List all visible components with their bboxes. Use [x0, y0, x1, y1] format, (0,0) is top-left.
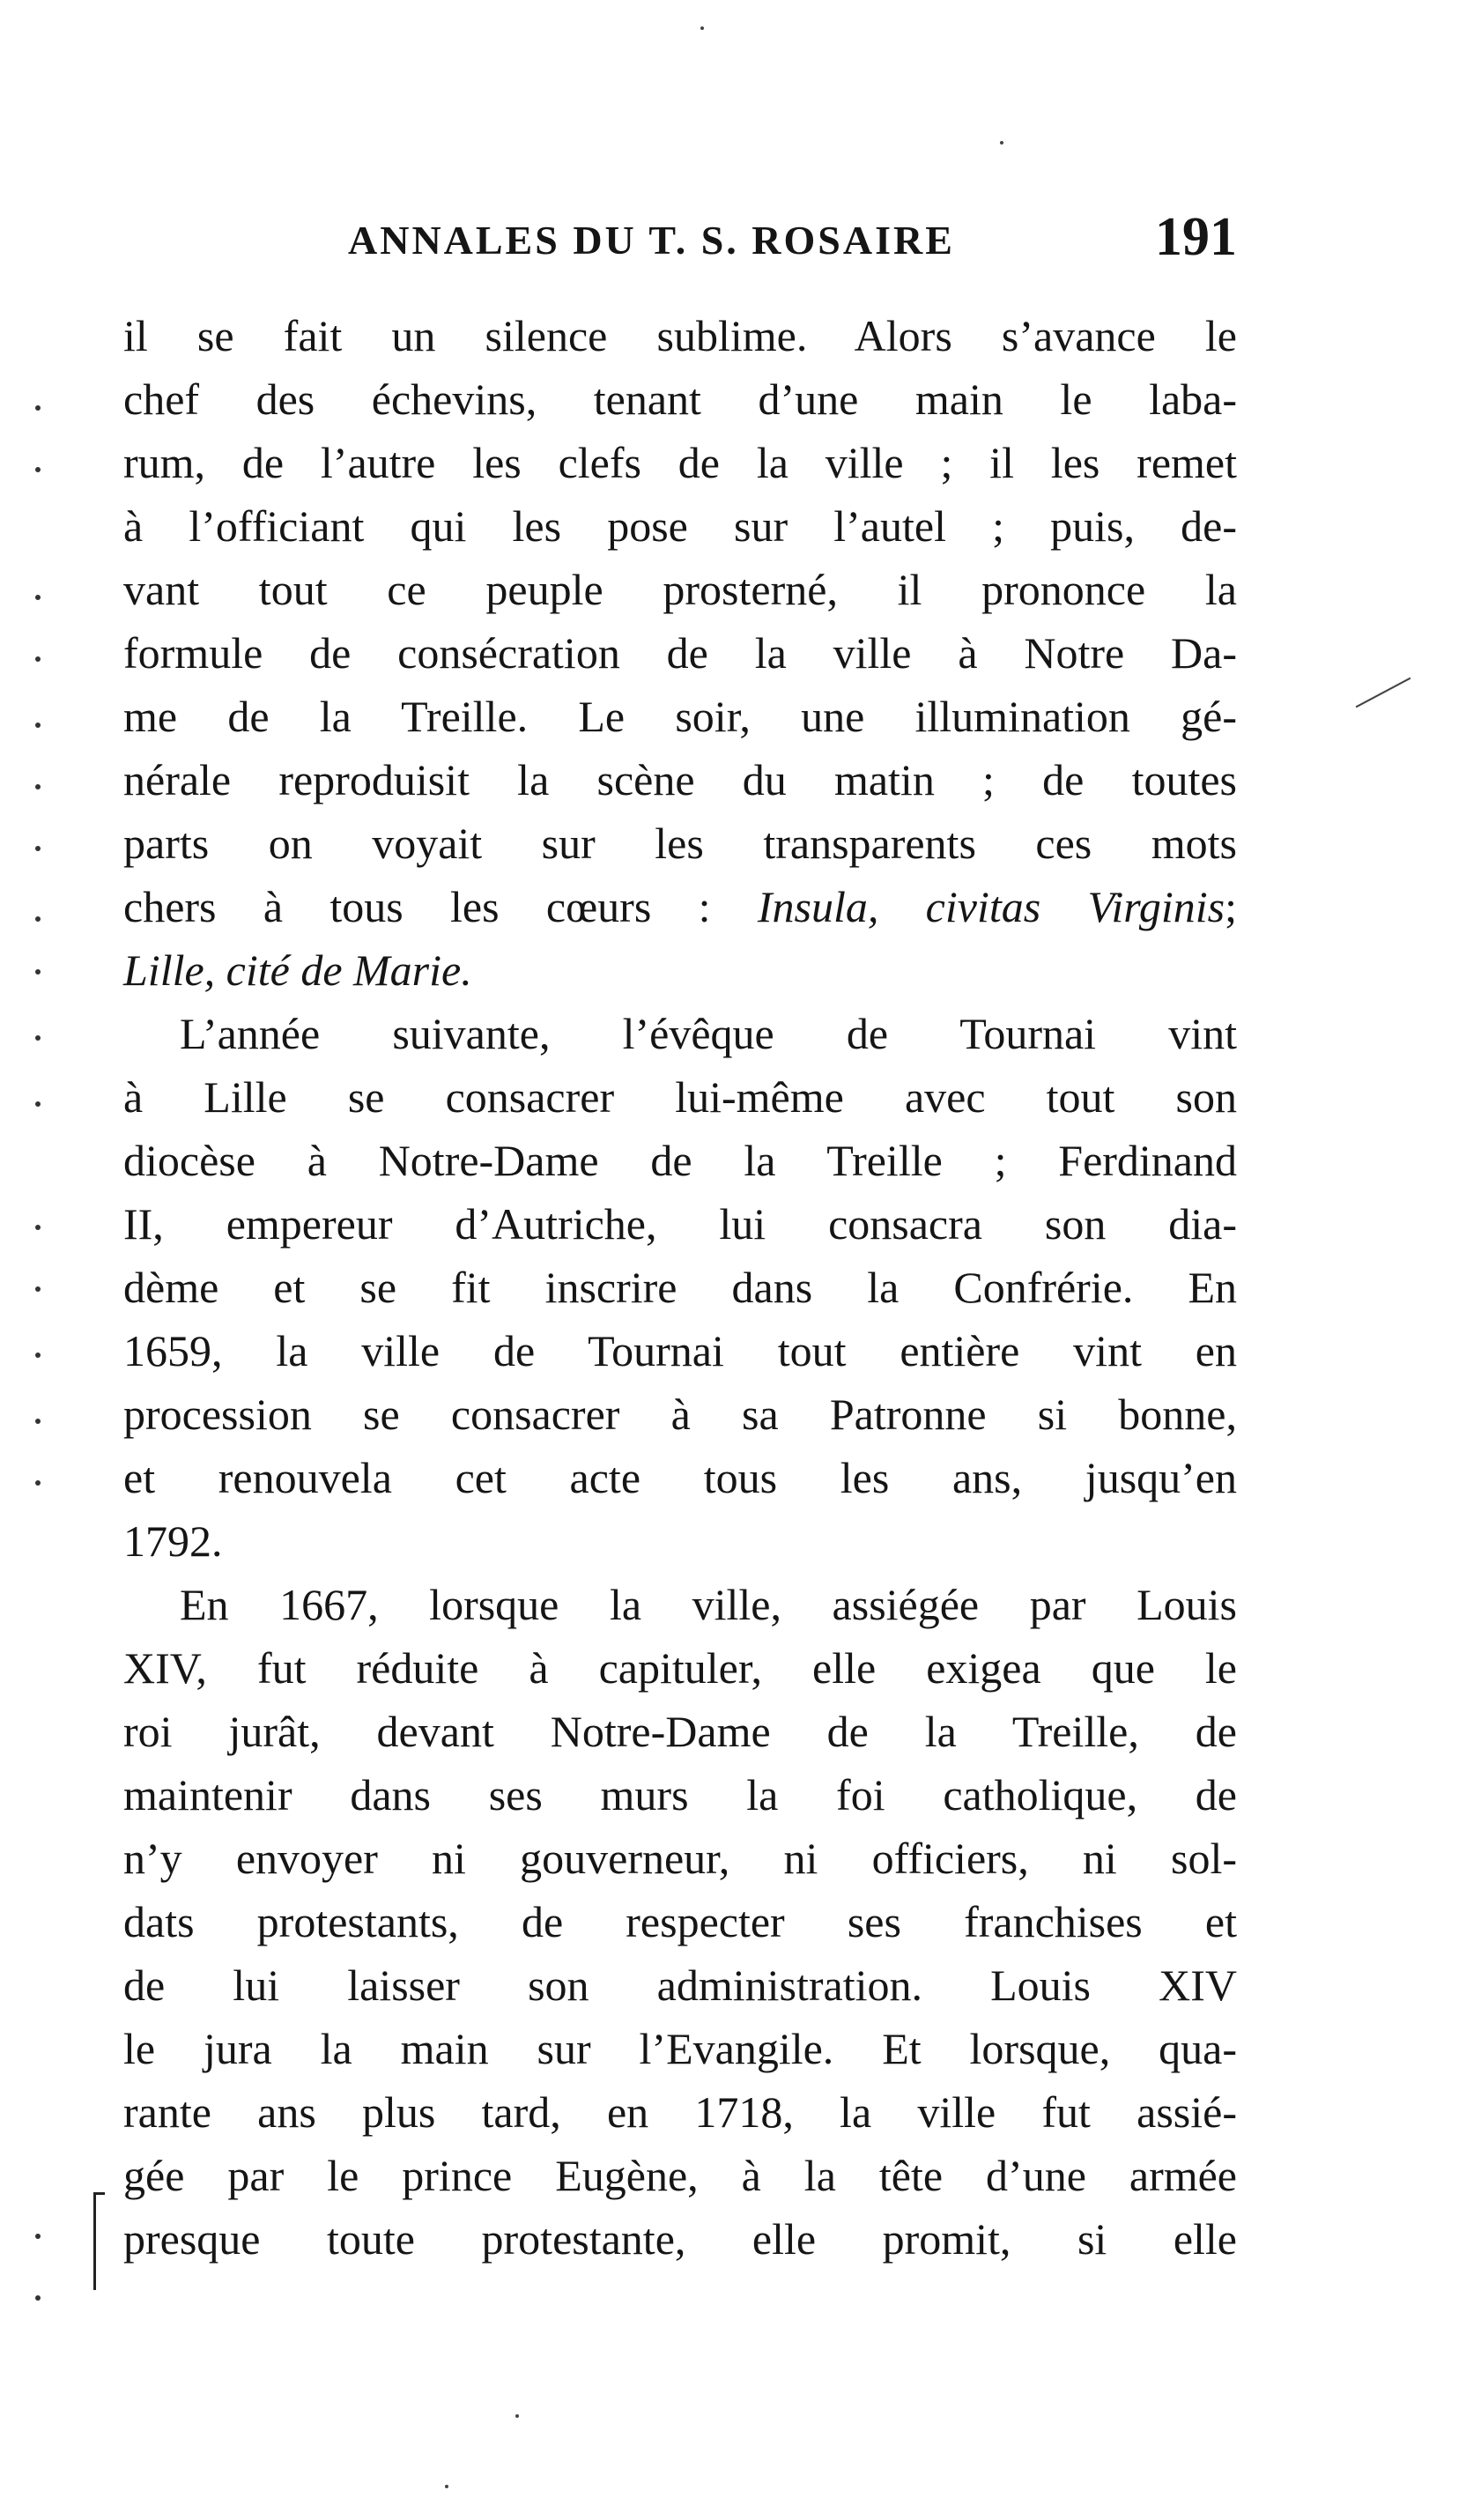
text-line: 1659, la ville de Tournai tout entière vint en [123, 1326, 1237, 1375]
text-line: parts on voyait sur les transparents ces mots [123, 819, 1237, 868]
text-line: à Lille se consacrer lui-même avec tout son [123, 1072, 1237, 1122]
text-line: à l’officiant qui les pose sur l’autel ; puis, de- [123, 501, 1237, 551]
margin-dot [35, 969, 41, 975]
paragraph-1 [123, 304, 1237, 1002]
motto-translation: Lille, cité de Marie. [123, 945, 472, 995]
stray-speck [1000, 141, 1003, 145]
paragraph-3 [123, 1573, 1237, 2271]
text-line: formule de consécration de la ville à Notre Da- [123, 628, 1237, 678]
margin-dot [35, 595, 41, 600]
text-line: il se fait un silence sublime. Alors s’avance le [123, 311, 1237, 360]
text-line: maintenir dans ses murs la foi catholique, de [123, 1770, 1237, 1820]
text-line: L’année suivante, l’évêque de Tournai vint [180, 1009, 1237, 1058]
text-line: gée par le prince Eugène, à la tête d’une armée [123, 2151, 1237, 2200]
text-line: En 1667, lorsque la ville, assiégée par Louis [180, 1580, 1237, 1629]
margin-dot [35, 1353, 41, 1358]
text-run: chers à tous les cœurs : [123, 882, 758, 931]
text-line: presque toute protestante, elle promit, si elle [123, 2214, 1237, 2264]
running-title: ANNALES DU T. S. ROSAIRE [348, 218, 955, 263]
text-line: n’y envoyer ni gouverneur, ni officiers, ni sol- [123, 1834, 1237, 1883]
text-line: rum, de l’autre les clefs de la ville ; il les remet [123, 438, 1237, 487]
text-line: de lui laisser son administration. Louis XIV [123, 1960, 1237, 2010]
text-line: 1792. [123, 1516, 223, 1566]
margin-dot [35, 467, 41, 472]
margin-dot [35, 405, 41, 411]
margin-dot [35, 784, 41, 789]
text-line: roi jurât, devant Notre-Dame de la Treille, de [123, 1707, 1237, 1756]
running-header [123, 207, 1237, 282]
margin-dot [35, 1419, 41, 1424]
margin-dot [35, 1035, 41, 1041]
margin-dot [35, 723, 41, 728]
text-line: vant tout ce peuple prosterné, il prononce la [123, 565, 1237, 614]
text-line: dats protestants, de respecter ses franchises et [123, 1897, 1237, 1946]
text-line [123, 875, 1237, 938]
text-run: ; [1225, 882, 1237, 931]
margin-dot [35, 1286, 41, 1292]
margin-bracket [93, 2192, 105, 2290]
text-line: diocèse à Notre-Dame de la Treille ; Ferdinand [123, 1136, 1237, 1185]
text-line: nérale reproduisit la scène du matin ; de toutes [123, 755, 1237, 804]
stray-pen-mark [1356, 678, 1411, 708]
text-line: II, empereur d’Autriche, lui consacra son dia- [123, 1199, 1237, 1249]
stray-speck [700, 26, 704, 30]
margin-dot [35, 656, 41, 662]
text-line: dème et se fit inscrire dans la Confrérie. En [123, 1263, 1237, 1312]
margin-dot [35, 1480, 41, 1486]
stray-speck [515, 2414, 519, 2418]
margin-dot [35, 846, 41, 851]
body-text [123, 304, 1237, 2271]
text-line: procession se consacrer à sa Patronne si bonne, [123, 1390, 1237, 1439]
margin-dot [35, 1225, 41, 1230]
latin-motto: Insula, civitas Virginis [757, 882, 1225, 931]
margin-dot [35, 2234, 41, 2239]
margin-dot [35, 916, 41, 922]
text-line: et renouvela cet acte tous les ans, jusqu’en [123, 1453, 1237, 1502]
text-line: rante ans plus tard, en 1718, la ville fut assié- [123, 2087, 1237, 2137]
text-line: le jura la main sur l’Evangile. Et lorsque, qua- [123, 2024, 1237, 2073]
text-line: me de la Treille. Le soir, une illumination gé- [123, 692, 1237, 741]
left-margin-marks [0, 0, 88, 2520]
page-number: 191 [1155, 207, 1237, 267]
paragraph-2 [123, 1002, 1237, 1573]
margin-dot [35, 1101, 41, 1107]
text-line: XIV, fut réduite à capituler, elle exigea que le [123, 1643, 1237, 1693]
stray-speck [445, 2485, 448, 2488]
text-line: chef des échevins, tenant d’une main le laba- [123, 374, 1237, 424]
margin-dot [35, 2295, 41, 2301]
